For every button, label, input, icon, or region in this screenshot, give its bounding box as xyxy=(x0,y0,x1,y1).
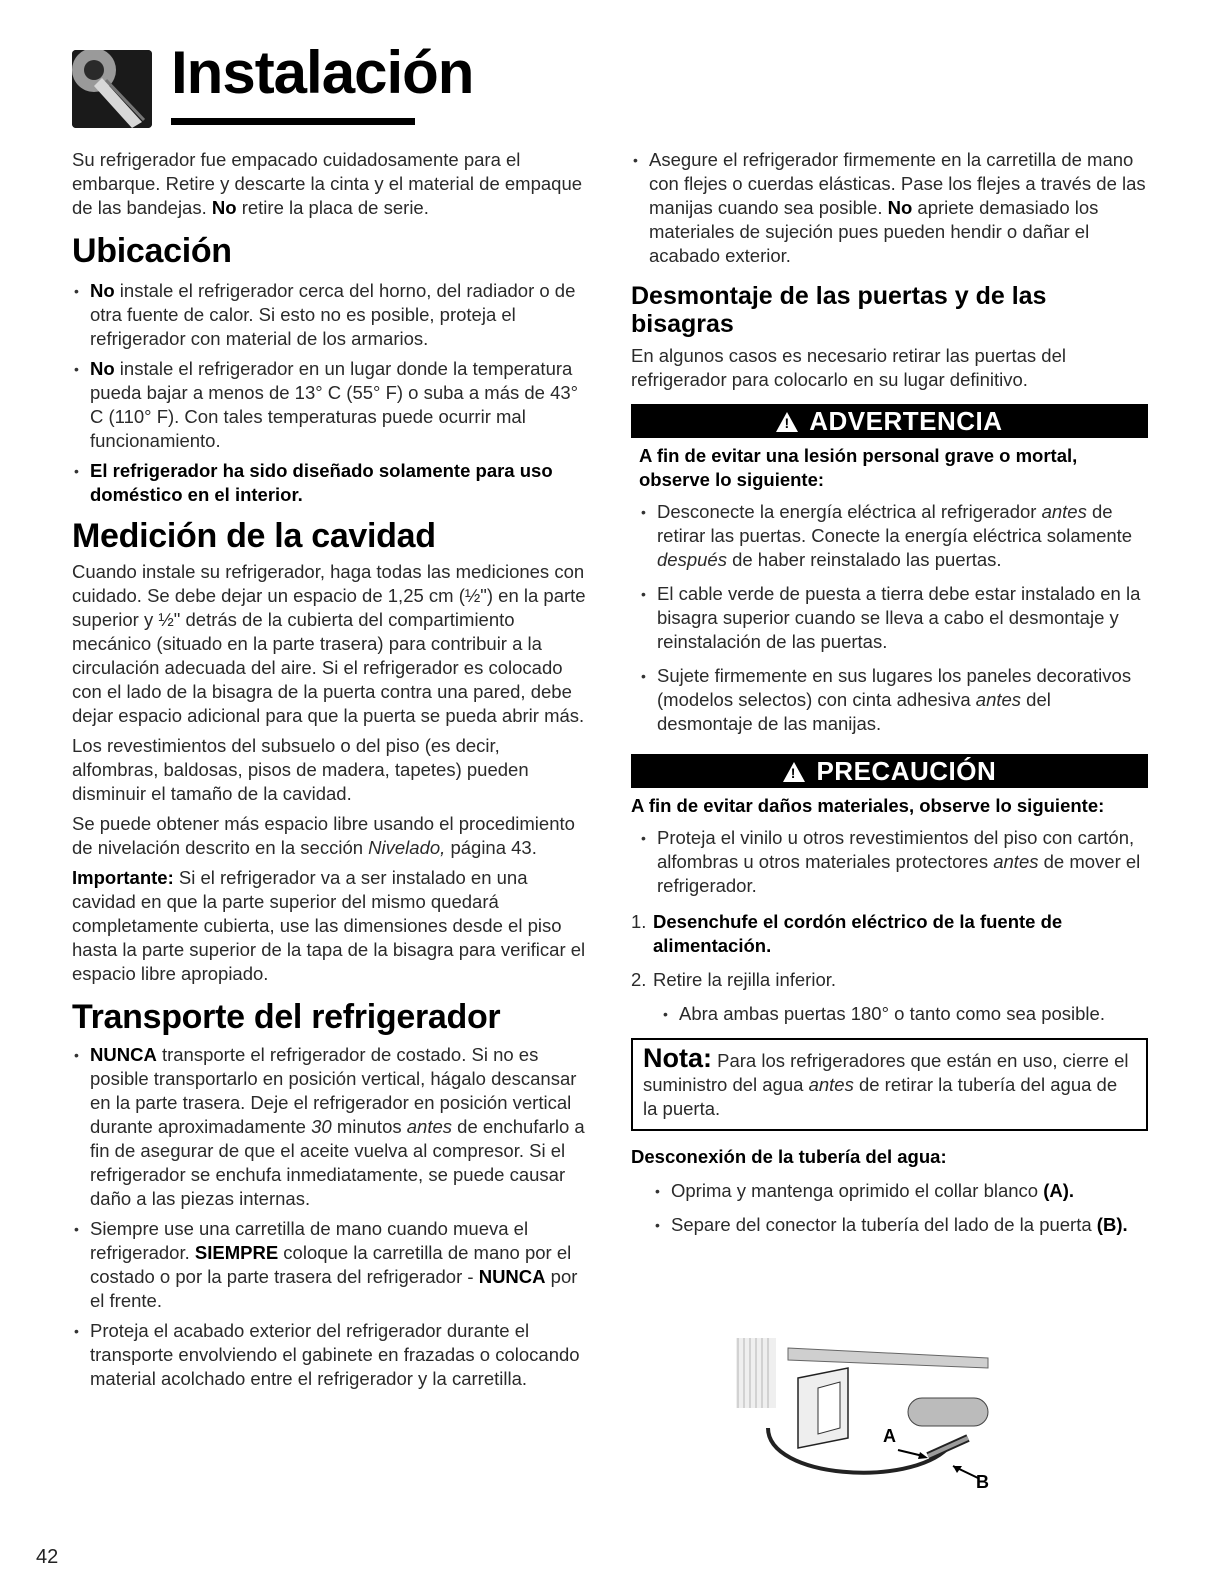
list-item: • El cable verde de puesta a tierra debe estar instalado en la bisagra superior cuando se lleva a cabo el desmontaje y reinstalación de las puertas. xyxy=(639,582,1148,654)
label-b: B xyxy=(976,1472,989,1488)
nota-box: Nota: Para los refrigeradores que están en uso, cierre el suministro del agua antes de retirar la tubería del agua de la puerta. xyxy=(631,1038,1148,1131)
title-underline xyxy=(171,118,415,125)
wrench-icon xyxy=(72,50,152,128)
precaucion-banner: ! PRECAUCIÓN xyxy=(631,754,1148,788)
water-line-illustration xyxy=(728,1338,998,1488)
advertencia-list xyxy=(639,500,1148,736)
list-item: • Abra ambas puertas 180° o tanto como sea posible. xyxy=(661,1002,1148,1026)
precaucion-lead: A fin de evitar daños materiales, observe lo siguiente: xyxy=(631,795,1105,816)
section-heading-ubicacion: Ubicación xyxy=(72,232,232,270)
step-1: 1. Desenchufe el cordón eléctrico de la fuente de alimentación. xyxy=(631,911,1063,956)
list-item: • Proteja el acabado exterior del refrigerador durante el transporte envolviendo el gabinete en frazadas o colocando material acolchado entre el refrigerador y la carretilla. xyxy=(72,1319,587,1391)
list-item: • Asegure el refrigerador firmemente en la carretilla de mano con flejes o cuerdas elásticas. Pase los flejes a través de las manijas cuando sea posible. No apriete demasiado los materiales de sujeción pues pueden hendir o dañar el acabado exterior. xyxy=(631,148,1148,268)
page-number: 42 xyxy=(36,1546,59,1568)
medicion-paragraph-1: Cuando instale su refrigerador, haga todas las mediciones con cuidado. Se debe dejar un espacio de 1,25 cm (½") en la parte superior y ½" detrás de la cubierta del compartimiento mecánico (situado en la parte trasera) para contribuir a la circulación adecuada del aire. Si el refrigerador es colocado con el lado de la bisagra de la puerta contra una pared, debe dejar espacio adicional para que la puerta se pueda abrir más. xyxy=(72,561,586,726)
list-item: • No instale el refrigerador en un lugar donde la temperatura pueda bajar a menos de 13° C (55° F) o suba a más de 43° C (110° F). Con tales temperaturas puede ocurrir mal funcionamiento. xyxy=(72,357,587,453)
label-a: A xyxy=(883,1426,896,1446)
warning-icon xyxy=(783,762,805,782)
section-heading-medicion: Medición de la cavidad xyxy=(72,517,436,555)
left-column xyxy=(72,148,587,1391)
page-title: Instalación xyxy=(171,39,474,106)
advertencia-banner: ! ADVERTENCIA xyxy=(631,404,1148,438)
warning-icon xyxy=(776,412,798,432)
desmontaje-paragraph: En algunos casos es necesario retirar las puertas del refrigerador para colocarlo en su lugar definitivo. xyxy=(631,345,1066,390)
intro-paragraph: Su refrigerador fue empacado cuidadosamente para el embarque. Retire y descarte la cinta y el material de empaque de las bandejas. No retire la placa de serie. xyxy=(72,149,583,218)
step-2-sublist xyxy=(661,1002,1148,1026)
section-heading-transporte: Transporte del refrigerador xyxy=(72,998,501,1036)
list-item: • No instale el refrigerador cerca del horno, del radiador o de otra fuente de calor. Si esto no es posible, proteja el refrigerador con material de los armarios. xyxy=(72,279,587,351)
medicion-paragraph-2: Los revestimientos del subsuelo o del piso (es decir, alfombras, baldosas, pisos de madera, tapetes) pueden disminuir el tamaño de la cavidad. xyxy=(72,735,529,804)
desconexion-list xyxy=(653,1179,1148,1237)
precaucion-list xyxy=(639,826,1148,898)
list-item: • Oprima y mantenga oprimido el collar blanco (A). xyxy=(653,1179,1148,1203)
list-item: • Separe del conector la tubería del lado de la puerta (B). xyxy=(653,1213,1148,1237)
transport-continued-list xyxy=(631,148,1148,268)
list-item: • Desconecte la energía eléctrica al refrigerador antes de retirar las puertas. Conecte la energía eléctrica solamente después de haber reinstalado las puertas. xyxy=(639,500,1148,572)
section-heading-desmontaje: Desmontaje de las puertas y de las bisagras xyxy=(631,282,1047,338)
ubicacion-list xyxy=(72,279,587,507)
advertencia-lead: A fin de evitar una lesión personal grave o mortal, observe lo siguiente: xyxy=(639,445,1078,490)
right-column xyxy=(631,148,1148,1237)
transporte-list xyxy=(72,1043,587,1391)
page-header xyxy=(72,38,474,138)
step-2: 2. Retire la rejilla inferior. xyxy=(631,969,837,990)
desconexion-heading: Desconexión de la tubería del agua: xyxy=(631,1146,947,1167)
list-item: • Sujete firmemente en sus lugares los paneles decorativos (modelos selectos) con cinta adhesiva antes del desmontaje de las manijas. xyxy=(639,664,1148,736)
list-item: • Proteja el vinilo u otros revestimientos del piso con cartón, alfombras u otros materiales protectores antes de mover el refrigerador. xyxy=(639,826,1148,898)
list-item: • El refrigerador ha sido diseñado solamente para uso doméstico en el interior. xyxy=(72,459,587,507)
list-item: • NUNCA transporte el refrigerador de costado. Si no es posible transportarlo en posición vertical, hágalo descansar en la parte trasera. Deje el refrigerador en posición vertical durante aproximadamente 30 minutos antes de enchufarlo a fin de asegurar de que el aceite vuelva al compresor. Si el refrigerador se enchufa inmediatamente, se puede causar daño a las piezas internas. xyxy=(72,1043,587,1211)
medicion-paragraph-3: Se puede obtener más espacio libre usando el procedimiento de nivelación descrito en la sección Nivelado, página 43. xyxy=(72,813,575,858)
list-item: • Siempre use una carretilla de mano cuando mueva el refrigerador. SIEMPRE coloque la carretilla de mano por el costado o por la parte trasera del refrigerador - NUNCA por el frente. xyxy=(72,1217,587,1313)
medicion-paragraph-4: Importante: Si el refrigerador va a ser instalado en una cavidad en que la parte superior del mismo quedará completamente cubierta, use las dimensiones desde el piso hasta la parte superior de la tapa de la bisagra para verificar el espacio libre apropiado. xyxy=(72,867,586,984)
